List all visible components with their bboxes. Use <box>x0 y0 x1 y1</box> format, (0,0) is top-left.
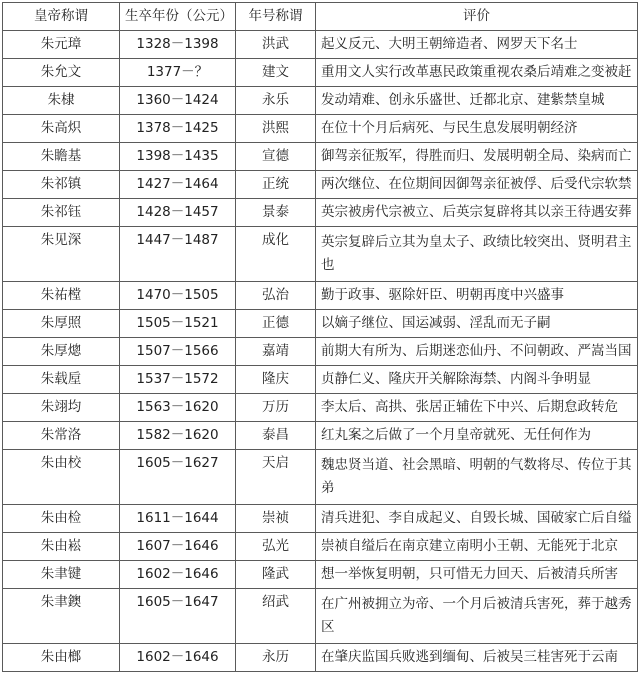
table-row <box>3 227 638 282</box>
header-era-name: 年号称谓 <box>236 3 316 31</box>
life-years-cell: 1505－1521 <box>120 310 236 338</box>
emperor-name-cell: 朱聿鐭 <box>3 589 120 644</box>
table-row <box>3 282 638 310</box>
emperor-name-cell: 朱载垕 <box>3 366 120 394</box>
evaluation-cell: 魏忠贤当道、社会黑暗、明朝的气数将尽、传位于其弟 <box>316 450 638 505</box>
evaluation-cell: 前期大有所为、后期迷恋仙丹、不问朝政、严嵩当国 <box>316 338 638 366</box>
table-row <box>3 505 638 533</box>
era-name-cell: 正德 <box>236 310 316 338</box>
era-name-cell: 天启 <box>236 450 316 505</box>
era-name-cell: 弘光 <box>236 533 316 561</box>
emperor-name-cell: 朱翊均 <box>3 394 120 422</box>
emperor-name-cell: 朱祁钰 <box>3 199 120 227</box>
table-row <box>3 143 638 171</box>
evaluation-cell: 清兵进犯、李自成起义、自毁长城、国破家亡后自缢 <box>316 505 638 533</box>
life-years-cell: 1398－1435 <box>120 143 236 171</box>
evaluation-cell: 起义反元、大明王朝缔造者、网罗天下名士 <box>316 31 638 59</box>
table-body <box>3 31 638 672</box>
evaluation-cell: 崇祯自缢后在南京建立南明小王朝、无能死于北京 <box>316 533 638 561</box>
life-years-cell: 1378－1425 <box>120 115 236 143</box>
evaluation-cell: 发动靖难、创永乐盛世、迁都北京、建紫禁皇城 <box>316 87 638 115</box>
evaluation-cell: 李太后、高拱、张居正辅佐下中兴、后期怠政转危 <box>316 394 638 422</box>
life-years-cell: 1611－1644 <box>120 505 236 533</box>
emperor-name-cell: 朱由崧 <box>3 533 120 561</box>
emperor-name-cell: 朱由校 <box>3 450 120 505</box>
table-row <box>3 644 638 672</box>
era-name-cell: 永乐 <box>236 87 316 115</box>
header-life-years: 生卒年份（公元） <box>120 3 236 31</box>
life-years-cell: 1605－1627 <box>120 450 236 505</box>
table-row <box>3 87 638 115</box>
emperor-name-cell: 朱瞻基 <box>3 143 120 171</box>
emperor-name-cell: 朱常洛 <box>3 422 120 450</box>
evaluation-cell: 在肇庆监国兵败逃到缅甸、后被吴三桂害死于云南 <box>316 644 638 672</box>
evaluation-cell: 英宗复辟后立其为皇太子、政绩比较突出、贤明君主也 <box>316 227 638 282</box>
emperor-name-cell: 朱祐樘 <box>3 282 120 310</box>
emperor-name-cell: 朱允文 <box>3 59 120 87</box>
ming-emperors-table <box>2 2 638 672</box>
emperor-name-cell: 朱元璋 <box>3 31 120 59</box>
era-name-cell: 正统 <box>236 171 316 199</box>
life-years-cell: 1607－1646 <box>120 533 236 561</box>
evaluation-cell: 以嫡子继位、国运减弱、淫乱而无子嗣 <box>316 310 638 338</box>
emperor-name-cell: 朱由榔 <box>3 644 120 672</box>
header-emperor-name: 皇帝称谓 <box>3 3 120 31</box>
era-name-cell: 崇祯 <box>236 505 316 533</box>
emperor-name-cell: 朱见深 <box>3 227 120 282</box>
evaluation-cell: 在位十个月后病死、与民生息发展明朝经济 <box>316 115 638 143</box>
evaluation-cell: 重用文人实行改革惠民政策重视农桑后靖难之变被赶 <box>316 59 638 87</box>
emperor-name-cell: 朱厚照 <box>3 310 120 338</box>
era-name-cell: 万历 <box>236 394 316 422</box>
table-row <box>3 115 638 143</box>
life-years-cell: 1328－1398 <box>120 31 236 59</box>
evaluation-cell: 贞静仁义、隆庆开关解除海禁、内阁斗争明显 <box>316 366 638 394</box>
life-years-cell: 1602－1646 <box>120 644 236 672</box>
era-name-cell: 洪武 <box>236 31 316 59</box>
emperor-name-cell: 朱祁镇 <box>3 171 120 199</box>
evaluation-cell: 在广州被拥立为帝、一个月后被清兵害死，葬于越秀区 <box>316 589 638 644</box>
table-row <box>3 199 638 227</box>
table-row <box>3 561 638 589</box>
life-years-cell: 1582－1620 <box>120 422 236 450</box>
life-years-cell: 1428－1457 <box>120 199 236 227</box>
era-name-cell: 成化 <box>236 227 316 282</box>
era-name-cell: 绍武 <box>236 589 316 644</box>
life-years-cell: 1470－1505 <box>120 282 236 310</box>
evaluation-cell: 两次继位、在位期间因御驾亲征被俘、后受代宗软禁 <box>316 171 638 199</box>
evaluation-cell: 想一举恢复明朝，只可惜无力回天、后被清兵所害 <box>316 561 638 589</box>
table-row <box>3 366 638 394</box>
evaluation-cell: 红丸案之后做了一个月皇帝就死、无任何作为 <box>316 422 638 450</box>
table-row <box>3 338 638 366</box>
table-row <box>3 422 638 450</box>
emperor-name-cell: 朱由检 <box>3 505 120 533</box>
life-years-cell: 1563－1620 <box>120 394 236 422</box>
evaluation-cell: 勤于政事、驱除奸臣、明朝再度中兴盛事 <box>316 282 638 310</box>
era-name-cell: 泰昌 <box>236 422 316 450</box>
header-evaluation: 评价 <box>316 3 638 31</box>
life-years-cell: 1427－1464 <box>120 171 236 199</box>
emperor-name-cell: 朱棣 <box>3 87 120 115</box>
era-name-cell: 洪熙 <box>236 115 316 143</box>
evaluation-cell: 御驾亲征叛军，得胜而归、发展明朝全局、染病而亡 <box>316 143 638 171</box>
era-name-cell: 永历 <box>236 644 316 672</box>
era-name-cell: 隆庆 <box>236 366 316 394</box>
era-name-cell: 隆武 <box>236 561 316 589</box>
table-row <box>3 171 638 199</box>
evaluation-cell: 英宗被虏代宗被立、后英宗复辟将其以亲王待遇安葬 <box>316 199 638 227</box>
emperor-name-cell: 朱聿键 <box>3 561 120 589</box>
era-name-cell: 景泰 <box>236 199 316 227</box>
table-row <box>3 533 638 561</box>
table-row <box>3 394 638 422</box>
life-years-cell: 1537－1572 <box>120 366 236 394</box>
table-row <box>3 589 638 644</box>
table-row <box>3 450 638 505</box>
table-row <box>3 31 638 59</box>
era-name-cell: 建文 <box>236 59 316 87</box>
emperor-name-cell: 朱厚熜 <box>3 338 120 366</box>
era-name-cell: 弘治 <box>236 282 316 310</box>
era-name-cell: 嘉靖 <box>236 338 316 366</box>
life-years-cell: 1605－1647 <box>120 589 236 644</box>
life-years-cell: 1602－1646 <box>120 561 236 589</box>
table-row <box>3 59 638 87</box>
emperor-name-cell: 朱高炽 <box>3 115 120 143</box>
table-header-row <box>3 3 638 31</box>
table-row <box>3 310 638 338</box>
life-years-cell: 1360－1424 <box>120 87 236 115</box>
life-years-cell: 1507－1566 <box>120 338 236 366</box>
era-name-cell: 宣德 <box>236 143 316 171</box>
life-years-cell: 1447－1487 <box>120 227 236 282</box>
life-years-cell: 1377－？ <box>120 59 236 87</box>
